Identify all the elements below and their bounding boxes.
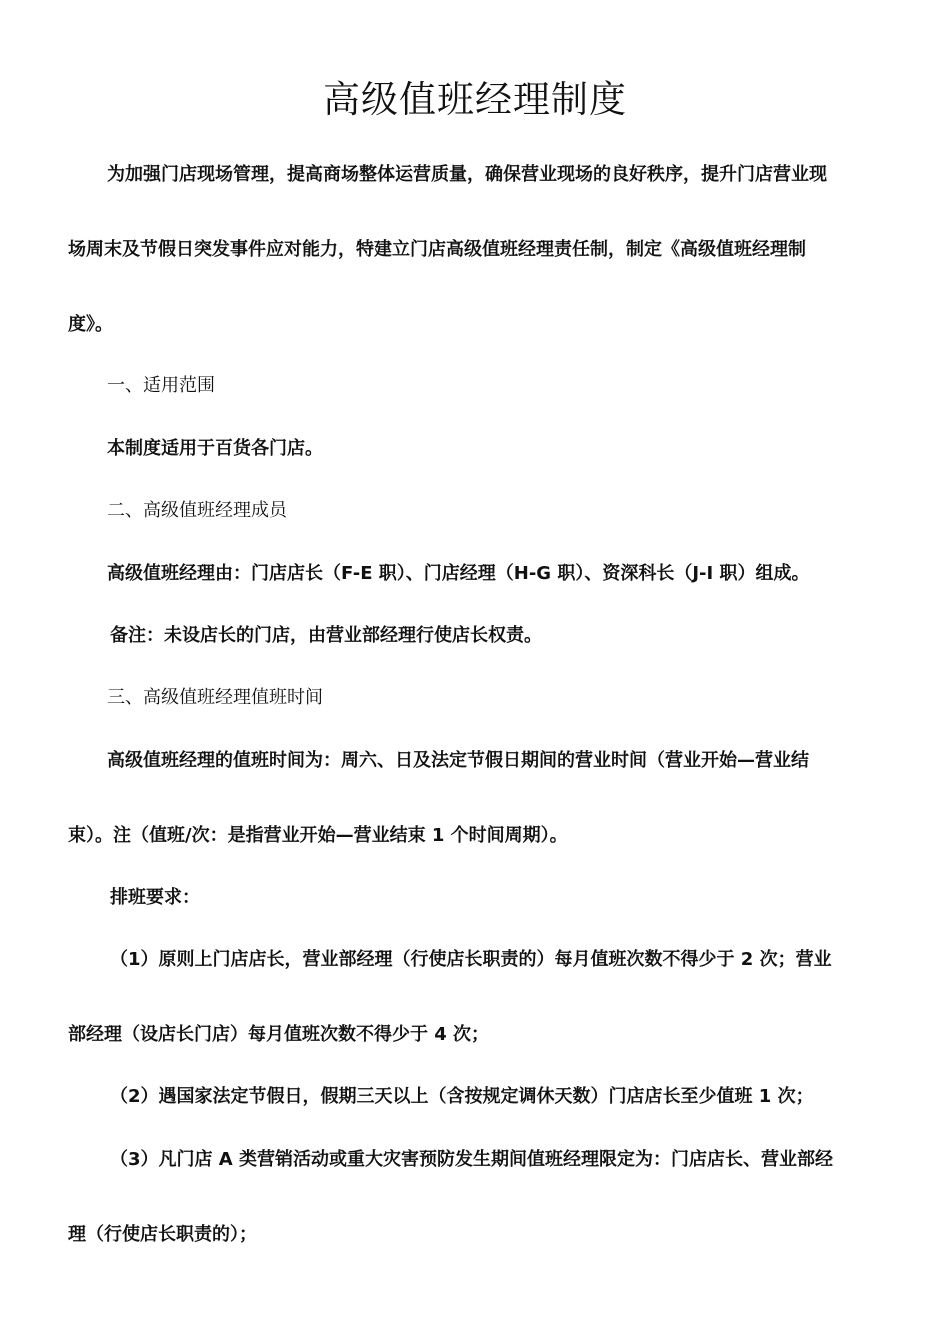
rule-1-line-2: 部经理（设店长门店）每月值班次数不得少于 4 次；: [68, 1024, 490, 1045]
schedule-requirements-heading: 排班要求：: [110, 887, 200, 908]
section-1-body: 本制度适用于百货各门店。: [107, 438, 323, 459]
intro-line-3: 度》。: [68, 314, 113, 335]
intro-line-1: 为加强门店现场管理，提高商场整体运营质量，确保营业现场的良好秩序，提升门店营业现: [107, 164, 827, 185]
section-2-heading: 二、高级值班经理成员: [107, 500, 287, 521]
section-2-note: 备注：未设店长的门店，由营业部经理行使店长权责。: [110, 625, 542, 646]
rule-3-line-2: 理（行使店长职责的）；: [68, 1224, 257, 1245]
section-3-heading: 三、高级值班经理值班时间: [107, 687, 323, 708]
rule-2: （2）遇国家法定节假日，假期三天以上（含按规定调休天数）门店店长至少值班 1 次；: [110, 1086, 814, 1107]
section-3-body-line-2: 束）。注（值班/次：是指营业开始—营业结束 1 个时间周期）。: [68, 825, 568, 846]
section-1-heading: 一、适用范围: [107, 375, 215, 396]
intro-line-2: 场周末及节假日突发事件应对能力，特建立门店高级值班经理责任制，制定《高级值班经理制: [68, 239, 806, 260]
rule-1-line-1: （1）原则上门店店长，营业部经理（行使店长职责的）每月值班次数不得少于 2 次；营业: [110, 949, 832, 970]
document-title: 高级值班经理制度: [323, 78, 627, 121]
section-2-body: 高级值班经理由：门店店长（F-E 职）、门店经理（H-G 职）、资深科长（J-I 职）组成。: [107, 563, 810, 584]
section-3-body-line-1: 高级值班经理的值班时间为：周六、日及法定节假日期间的营业时间（营业开始—营业结: [107, 750, 809, 771]
rule-3-line-1: （3）凡门店 A 类营销活动或重大灾害预防发生期间值班经理限定为：门店店长、营业部经: [110, 1149, 833, 1170]
